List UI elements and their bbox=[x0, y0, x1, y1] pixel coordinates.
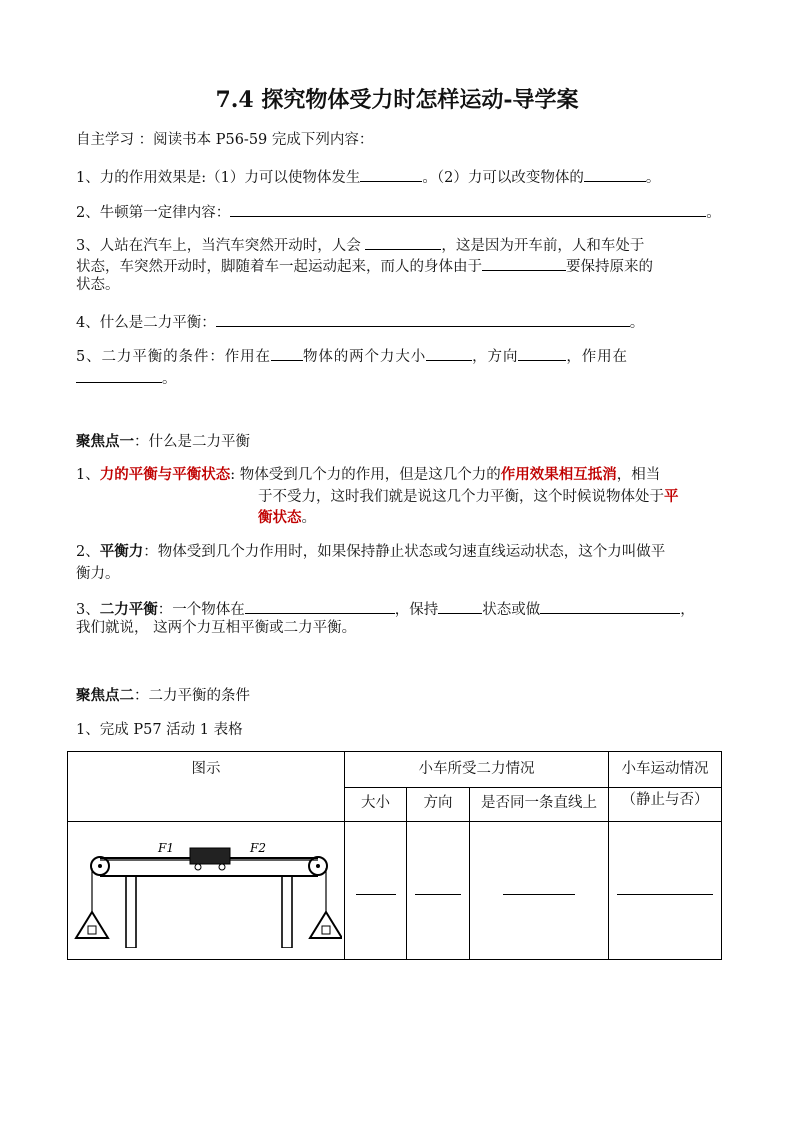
f1-l3red: 衡状态 bbox=[258, 509, 302, 526]
f2-term: 平衡力 bbox=[99, 543, 144, 560]
q4-blank[interactable] bbox=[216, 310, 630, 327]
answer-line[interactable] bbox=[470, 822, 609, 960]
question-2 bbox=[76, 200, 721, 223]
answer-direction[interactable] bbox=[407, 822, 470, 960]
question-3-line-1 bbox=[76, 233, 644, 256]
q5-text-c: ，方向 bbox=[472, 349, 519, 365]
f3-c: 状态或做 bbox=[482, 602, 541, 618]
f2-num: 2、 bbox=[76, 544, 100, 560]
q5-blank-1[interactable] bbox=[271, 344, 303, 361]
activity-table bbox=[67, 751, 722, 960]
focus-1-label: 聚焦点一 bbox=[76, 433, 134, 450]
q5-text-d: ，作用在 bbox=[566, 349, 628, 365]
focus-1-item-3-line-1 bbox=[76, 597, 695, 620]
focus-1-heading bbox=[76, 432, 250, 452]
q2-blank[interactable] bbox=[230, 200, 706, 217]
f1-num: 1、 bbox=[76, 467, 100, 483]
f3-blank-1[interactable] bbox=[245, 597, 395, 614]
q5-text-a: 5、二力平衡的条件：作用在 bbox=[76, 349, 271, 365]
intro-text: 自主学习 ：阅读书本 P56-59 完成下列内容： bbox=[76, 132, 374, 148]
f1-l2red: 平 bbox=[664, 488, 679, 505]
label-f1: F1 bbox=[158, 840, 174, 855]
f1-l1a: 物体受到几个力的作用，但是这几个力的 bbox=[235, 467, 501, 483]
header-forces: 小车所受二力情况 bbox=[345, 752, 609, 788]
focus-1-item-3-line-2: 我们就说， 这两个力互相平衡或二力平衡。 bbox=[76, 620, 357, 636]
q5-blank-3[interactable] bbox=[518, 344, 566, 361]
f1-l2a: 于不受力，这时我们就是说这几个力平衡，这个时候说物体处于 bbox=[258, 489, 664, 505]
q5-blank-2[interactable] bbox=[426, 344, 472, 361]
q1-text-a: 1、力的作用效果是:（1）力可以使物体发生 bbox=[76, 170, 361, 186]
focus-2-heading bbox=[76, 686, 250, 706]
focus-1-item-2-line-1 bbox=[76, 542, 665, 562]
subheader-line: 是否同一条直线上 bbox=[470, 788, 609, 822]
q3-text-line2b: 要保持原来的 bbox=[566, 259, 653, 275]
f3-d: ， bbox=[680, 602, 695, 618]
q1-text-b: 。（2）力可以改变物体的 bbox=[422, 170, 584, 186]
question-1 bbox=[76, 165, 660, 188]
question-3-line-2 bbox=[76, 254, 653, 277]
task-text: 1、完成 P57 活动 1 表格 bbox=[76, 722, 243, 738]
q2-text-c: 。 bbox=[706, 205, 721, 221]
q3-blank-2[interactable] bbox=[482, 254, 566, 271]
header-figure: 图示 bbox=[68, 752, 345, 822]
f1-l3b: 。 bbox=[301, 510, 316, 526]
f3-b: ，保持 bbox=[394, 602, 439, 618]
focus-1-text: ：什么是二力平衡 bbox=[134, 434, 250, 450]
answer-motion[interactable] bbox=[609, 822, 722, 960]
f3-term: 二力平衡 bbox=[99, 601, 158, 618]
question-5-line-1 bbox=[76, 344, 628, 367]
f3-blank-2[interactable] bbox=[438, 597, 482, 614]
focus-1-item-1-line-2 bbox=[258, 487, 679, 507]
question-3-line-3: 状态。 bbox=[76, 277, 120, 293]
q4-text-a: 4、什么是二力平衡： bbox=[76, 315, 216, 331]
f2-text: ：物体受到几个力作用时，如果保持静止状态或匀速直线运动状态，这个力叫做平 bbox=[143, 544, 666, 560]
q1-blank-2[interactable] bbox=[584, 165, 646, 182]
f3-blank-3[interactable] bbox=[540, 597, 680, 614]
figure-cell bbox=[68, 822, 345, 960]
q3-blank-1[interactable] bbox=[365, 233, 441, 250]
focus-2-text: ：二力平衡的条件 bbox=[134, 688, 250, 704]
q1-text-c: 。 bbox=[645, 170, 661, 186]
q5-text-b: 物体的两个力大小 bbox=[302, 349, 427, 365]
header-motion: 小车运动情况 bbox=[609, 752, 722, 788]
answer-size[interactable] bbox=[345, 822, 407, 960]
focus-1-item-1-line-1 bbox=[76, 465, 660, 485]
q5-text-e: 。 bbox=[162, 371, 177, 387]
subheader-motion: （静止与否） bbox=[609, 788, 722, 822]
q3-text-line2a: 状态，车突然开动时，脚随着车一起运动起来，而人的身体由于 bbox=[76, 259, 482, 275]
f3-num: 3、 bbox=[76, 602, 100, 618]
focus-2-label: 聚焦点二 bbox=[76, 687, 134, 704]
q1-blank-1[interactable] bbox=[360, 165, 422, 182]
f1-term: 力的平衡与平衡状态 bbox=[99, 466, 231, 483]
focus-1-item-1-line-3 bbox=[258, 508, 316, 528]
cart-pulley-diagram bbox=[70, 830, 342, 948]
f1-l1b: ，相当 bbox=[616, 467, 661, 483]
subheader-size: 大小 bbox=[345, 788, 407, 822]
question-4 bbox=[76, 310, 644, 333]
q3-text-b: ，这是因为开车前，人和车处于 bbox=[441, 238, 645, 254]
q4-text-c: 。 bbox=[629, 315, 645, 331]
question-5-line-2 bbox=[76, 366, 177, 389]
f1-l1red: 作用效果相互抵消 bbox=[500, 466, 617, 483]
page-title: 7.4 探究物体受力时怎样运动-导学案 bbox=[215, 87, 579, 113]
focus-1-item-2-line-2: 衡力。 bbox=[76, 566, 120, 582]
f1-colon: : bbox=[230, 467, 236, 483]
q2-text-a: 2、牛顿第一定律内容： bbox=[76, 205, 231, 221]
f3-a: ：一个物体在 bbox=[157, 602, 245, 618]
q3-text-a: 3、人站在汽车上，当汽车突然开动时，人会 bbox=[76, 238, 366, 254]
q5-blank-4[interactable] bbox=[76, 366, 162, 383]
label-f2: F2 bbox=[250, 840, 266, 855]
subheader-direction: 方向 bbox=[407, 788, 470, 822]
